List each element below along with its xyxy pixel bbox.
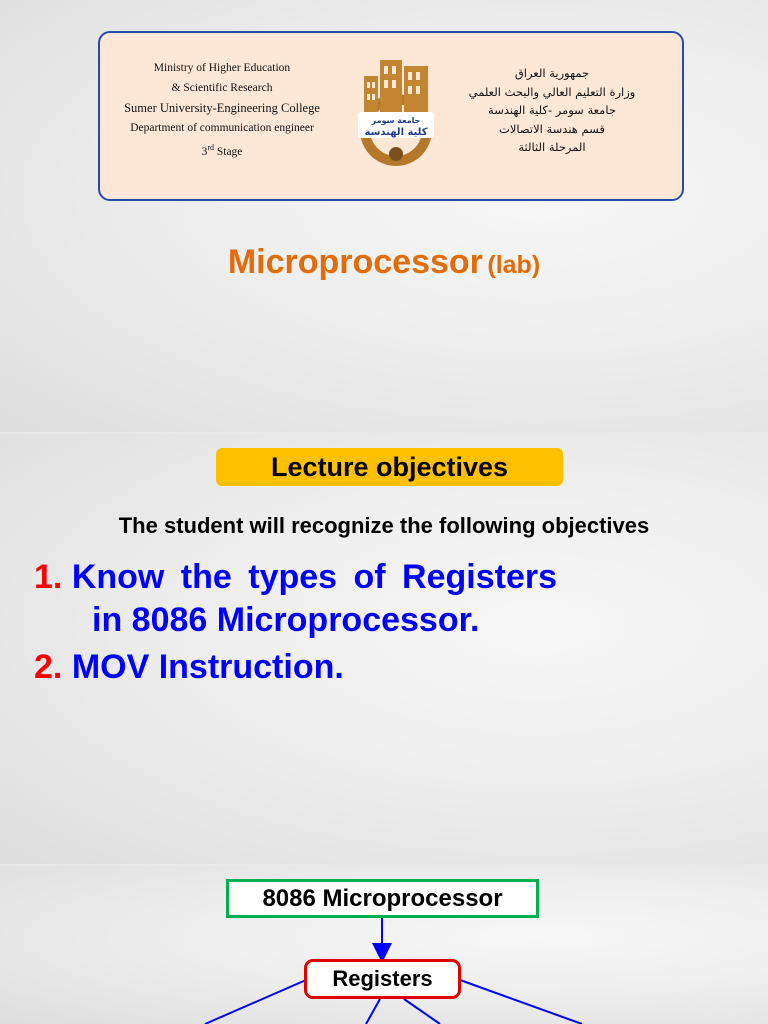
college-logo (354, 50, 438, 174)
objective-text: MOV Instruction. (71, 648, 344, 686)
research-line: & Scientific Research (171, 82, 273, 94)
objective-number: 1. (34, 558, 63, 596)
objectives-list (34, 558, 754, 687)
objective-text-continued: in 8086 Microprocessor. (92, 601, 480, 639)
logo-text-bottom: كلية الهندسة (364, 127, 428, 138)
department-line: Department of communication engineer (130, 122, 314, 134)
ar-department-line: قسم هندسة الاتصالات (499, 121, 605, 136)
objective-item (34, 558, 754, 640)
diagram-registers-node: Registers (304, 959, 461, 999)
objectives-intro: The student will recognize the following objectives (118, 513, 650, 538)
diagram-root-node: 8086 Microprocessor (226, 879, 539, 918)
course-title (0, 243, 768, 282)
objectives-heading: Lecture objectives (216, 448, 563, 486)
objective-number: 2. (34, 648, 63, 686)
course-title-sub: (lab) (487, 251, 541, 279)
ar-university-line: جامعة سومر -كلية الهندسة (488, 103, 616, 117)
ministry-line: Ministry of Higher Education (153, 62, 291, 74)
course-title-main: Microprocessor (227, 243, 483, 281)
ar-country-line: جمهورية العراق (514, 66, 590, 80)
english-institution-lines (110, 58, 334, 162)
arabic-institution-lines (462, 64, 642, 157)
objective-text: Know the types of Registers (71, 558, 558, 596)
ar-stage-line: المرحلة الثالثة (518, 140, 586, 154)
objective-item (34, 648, 754, 687)
university-line: Sumer University-Engineering College (124, 101, 320, 115)
stage-line: 3rd Stage (201, 143, 243, 158)
ar-ministry-line: وزارة التعليم العالي والبحث العلمي (468, 84, 636, 99)
logo-text-top: جامعة سومر (371, 116, 421, 125)
